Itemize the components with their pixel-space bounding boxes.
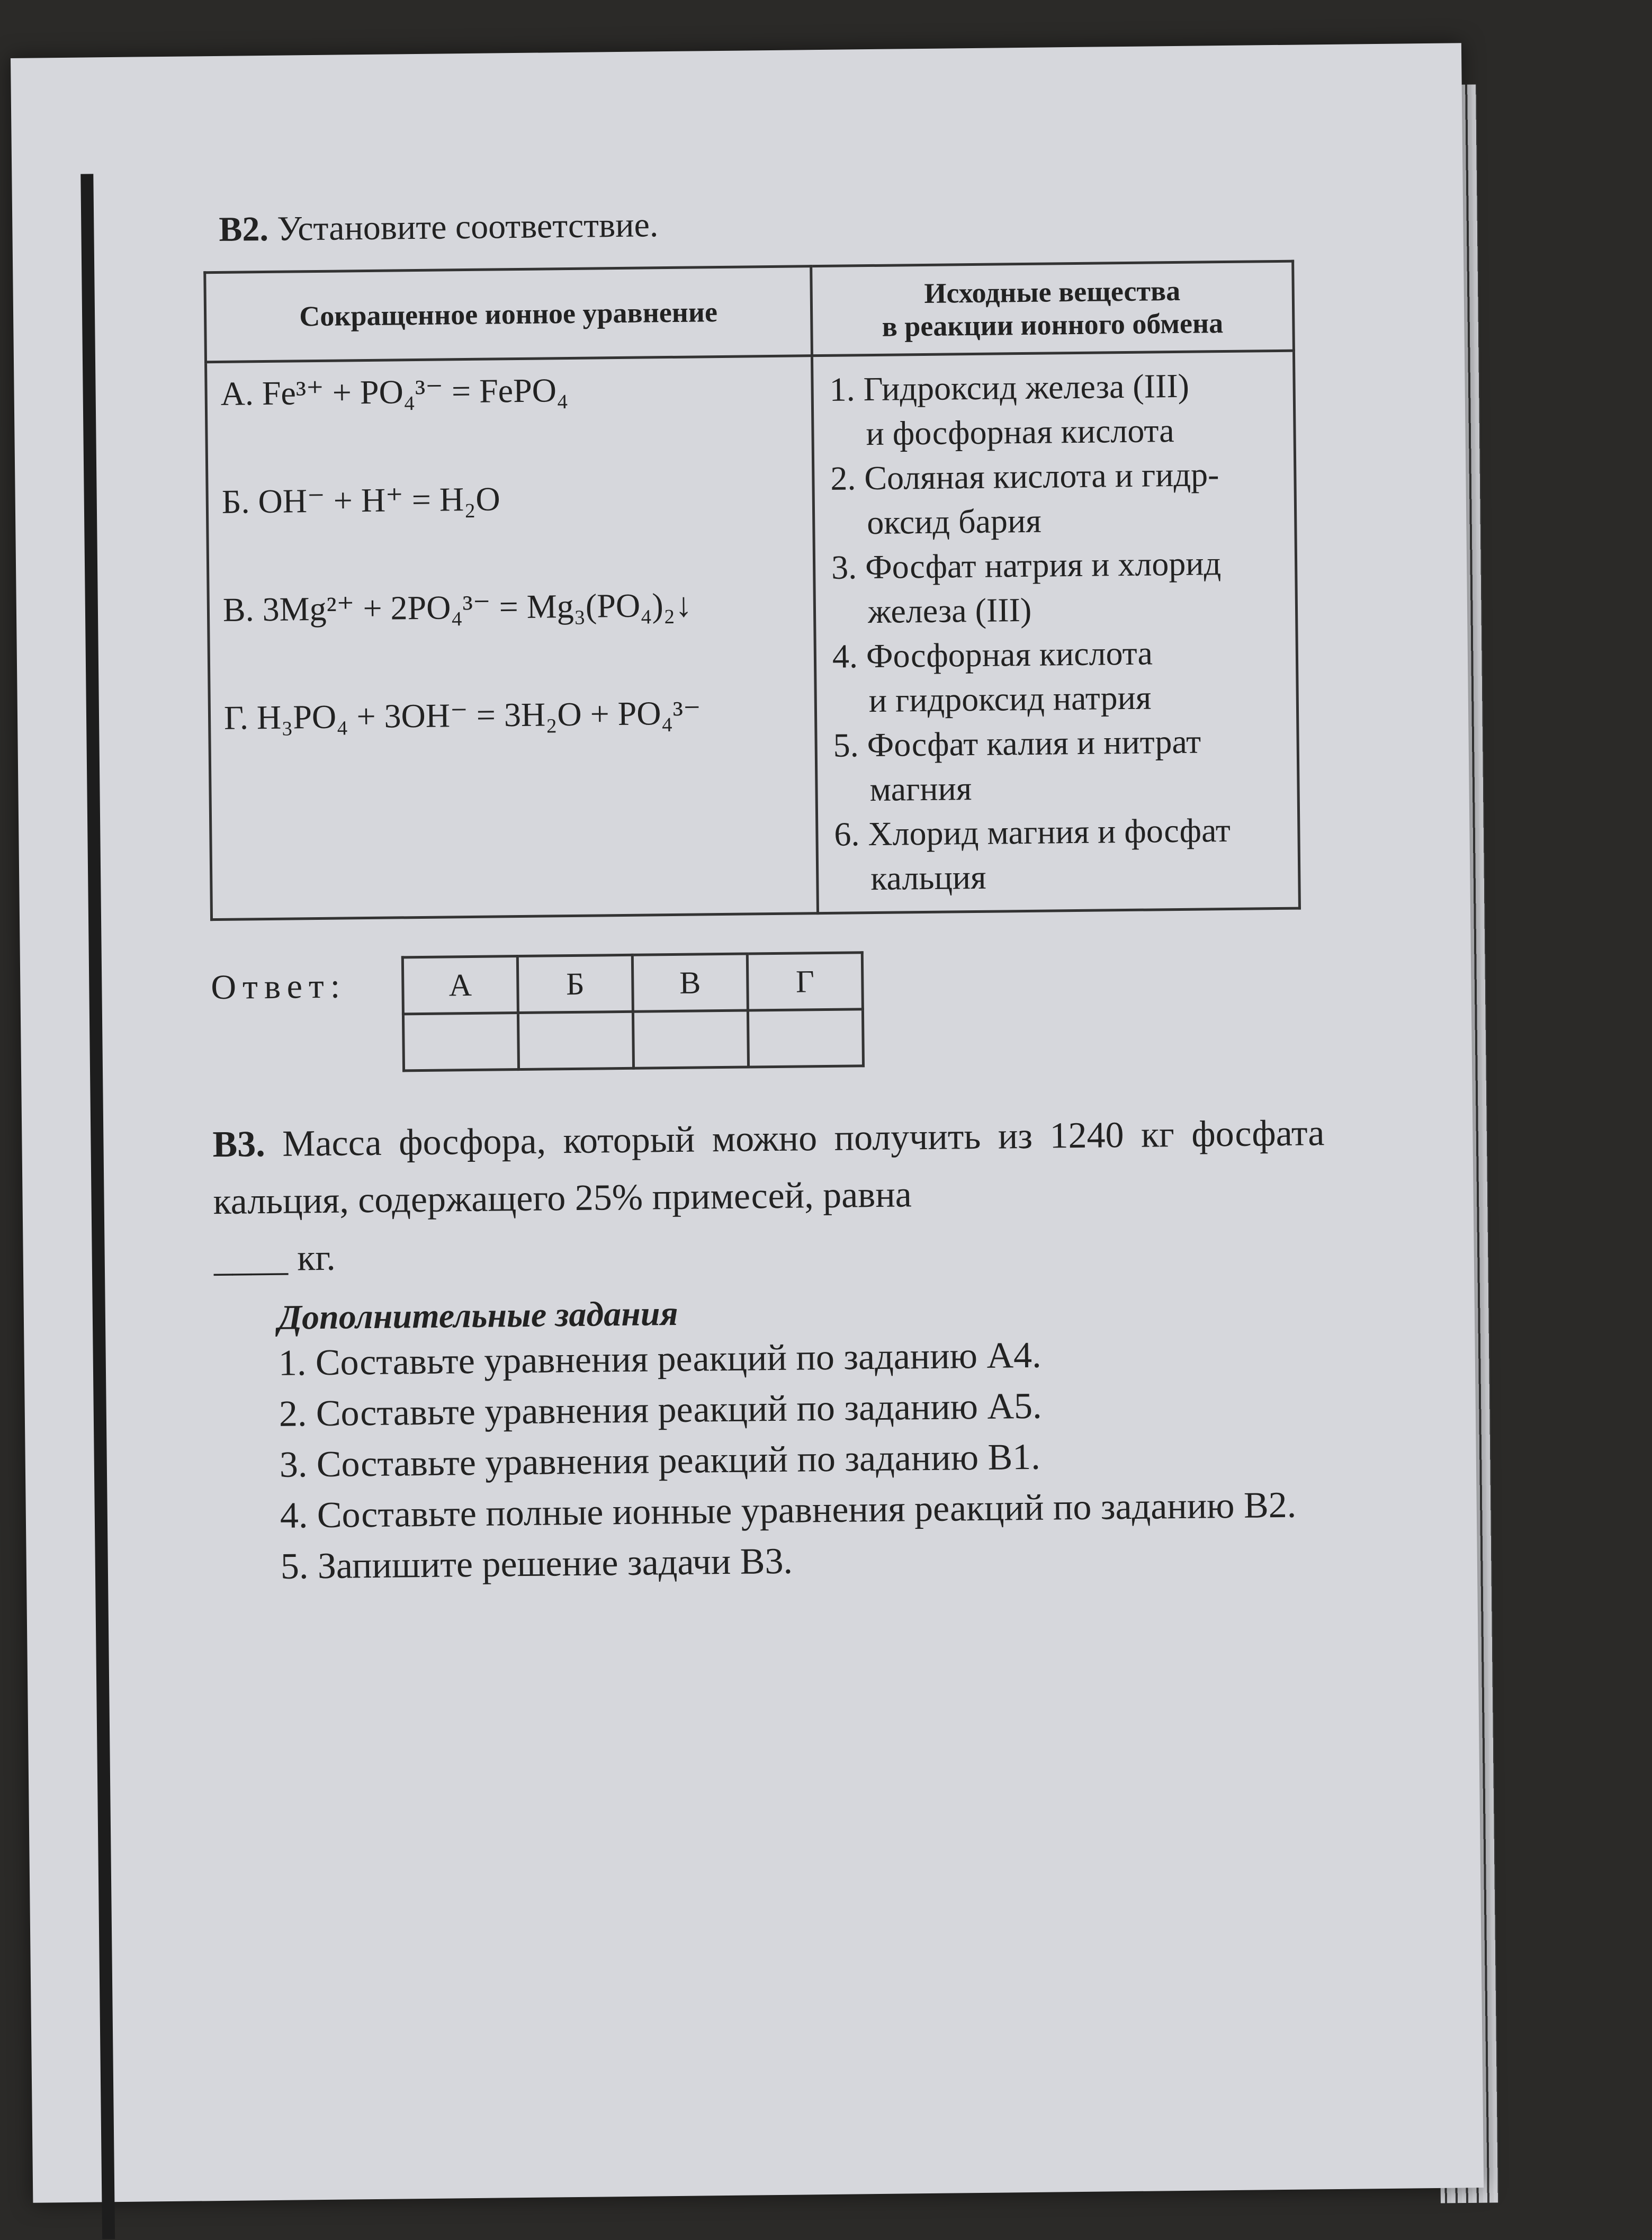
answer-col-a: А: [402, 956, 518, 1014]
equation-v: [210, 574, 813, 688]
equation-g: [211, 682, 814, 796]
answer-col-b: Б: [517, 955, 633, 1013]
extra-task-2: 2. Составьте уравнения реакций по заданию А5.: [279, 1385, 1042, 1435]
extra-tasks-list: [214, 1327, 1329, 1593]
extra-task-5: 5. Запишите решение задачи B3.: [280, 1540, 793, 1587]
substance-text-cont: и гидроксид натрия: [868, 678, 1152, 720]
substance-1: [829, 363, 1277, 412]
substance-text-cont: оксид бария: [866, 501, 1042, 542]
answer-cell-v[interactable]: [633, 1010, 748, 1068]
equation-letter: В.: [222, 590, 254, 629]
equation-text: 3Mg²⁺ + 2PO₄³⁻ = Mg₃(PO₄)₂↓: [262, 586, 693, 629]
substance-2: [830, 452, 1278, 501]
substance-text-cont: и фосфорная кислота: [866, 411, 1174, 453]
answer-cell-g[interactable]: [748, 1009, 863, 1067]
substance-text: Фосфат натрия и хлорид: [865, 544, 1222, 586]
equations-cell: [206, 356, 818, 920]
substance-text: Хлорид магния и фосфат: [868, 811, 1231, 853]
task-b2-label: B2.: [219, 209, 269, 249]
answer-row: [211, 946, 1324, 1074]
substance-4: [832, 630, 1280, 679]
answer-label: Ответ:: [211, 966, 347, 1007]
substance-text-cont: кальция: [870, 858, 986, 898]
answer-col-v: В: [632, 954, 748, 1011]
substance-num: 2.: [830, 459, 856, 497]
substance-5: [833, 719, 1281, 768]
substance-6: [834, 808, 1282, 857]
substance-3: [831, 541, 1279, 590]
task-b3-blank: ____ кг.: [213, 1237, 336, 1280]
substance-num: 4.: [832, 637, 858, 675]
answer-col-g: Г: [747, 953, 863, 1010]
extra-task-1: 1. Составьте уравнения реакций по заданию А4.: [278, 1334, 1042, 1384]
header-substances-line2: в реакции ионного обмена: [882, 307, 1224, 343]
equation-letter: Б.: [221, 482, 250, 521]
task-b3: [212, 1105, 1326, 1288]
matching-table: [203, 260, 1301, 921]
page-binding-line: [80, 174, 115, 2239]
task-b2-title: [219, 198, 1315, 250]
substance-text: Гидроксид железа (III): [863, 366, 1190, 408]
equation-text: OH⁻ + H⁺ = H₂O: [258, 480, 501, 521]
matching-table-header: [205, 261, 1294, 362]
extra-task-4: 4. Составьте полные ионные уравнения реакций по заданию B2.: [280, 1484, 1297, 1536]
substances-cell: [812, 351, 1299, 913]
answer-table: [401, 951, 865, 1072]
extra-tasks-title: Дополнительные задания: [277, 1294, 678, 1337]
substance-text: Соляная кислота и гидр-: [864, 455, 1219, 497]
substance-num: 5.: [833, 726, 859, 764]
equation-text: H₃PO₄ + 3OH⁻ = 3H₂O + PO₄³⁻: [256, 694, 702, 737]
equation-letter: А.: [220, 374, 254, 413]
header-substances: [811, 261, 1294, 356]
equation-a: [208, 357, 811, 472]
answer-cell-a[interactable]: [403, 1013, 518, 1071]
book-page: [11, 43, 1484, 2202]
equation-text: Fe³⁺ + PO₄³⁻ = FePO₄: [262, 371, 569, 413]
answer-cell-b[interactable]: [518, 1011, 633, 1069]
substance-text: Фосфорная кислота: [866, 634, 1153, 675]
substance-text-cont: железа (III): [867, 590, 1032, 631]
equation-letter: Г.: [223, 698, 249, 737]
header-ionic-equation: Сокращенное ионное уравнение: [205, 266, 812, 362]
substance-num: 6.: [834, 815, 860, 853]
matching-table-body: [206, 351, 1300, 919]
substance-num: 3.: [831, 548, 857, 586]
task-b3-label: B3.: [212, 1124, 266, 1166]
extra-task-3: 3. Составьте уравнения реакций по заданию B1.: [279, 1436, 1041, 1485]
header-substances-line1: Исходные вещества: [924, 274, 1181, 309]
task-b3-text: Масса фосфора, который можно получить из 1240 кг фосфата кальция, содержащего 25% примесей, равна: [213, 1113, 1325, 1223]
substance-num: 1.: [829, 370, 856, 408]
substance-text-cont: магния: [869, 769, 972, 809]
task-b2-text: Установите соответствие.: [277, 205, 659, 248]
equation-b: [209, 465, 812, 580]
answer-header-row: [402, 953, 863, 1014]
answer-input-row: [403, 1009, 863, 1071]
substance-text: Фосфат калия и нитрат: [867, 722, 1201, 764]
page-content: [203, 198, 1329, 1593]
